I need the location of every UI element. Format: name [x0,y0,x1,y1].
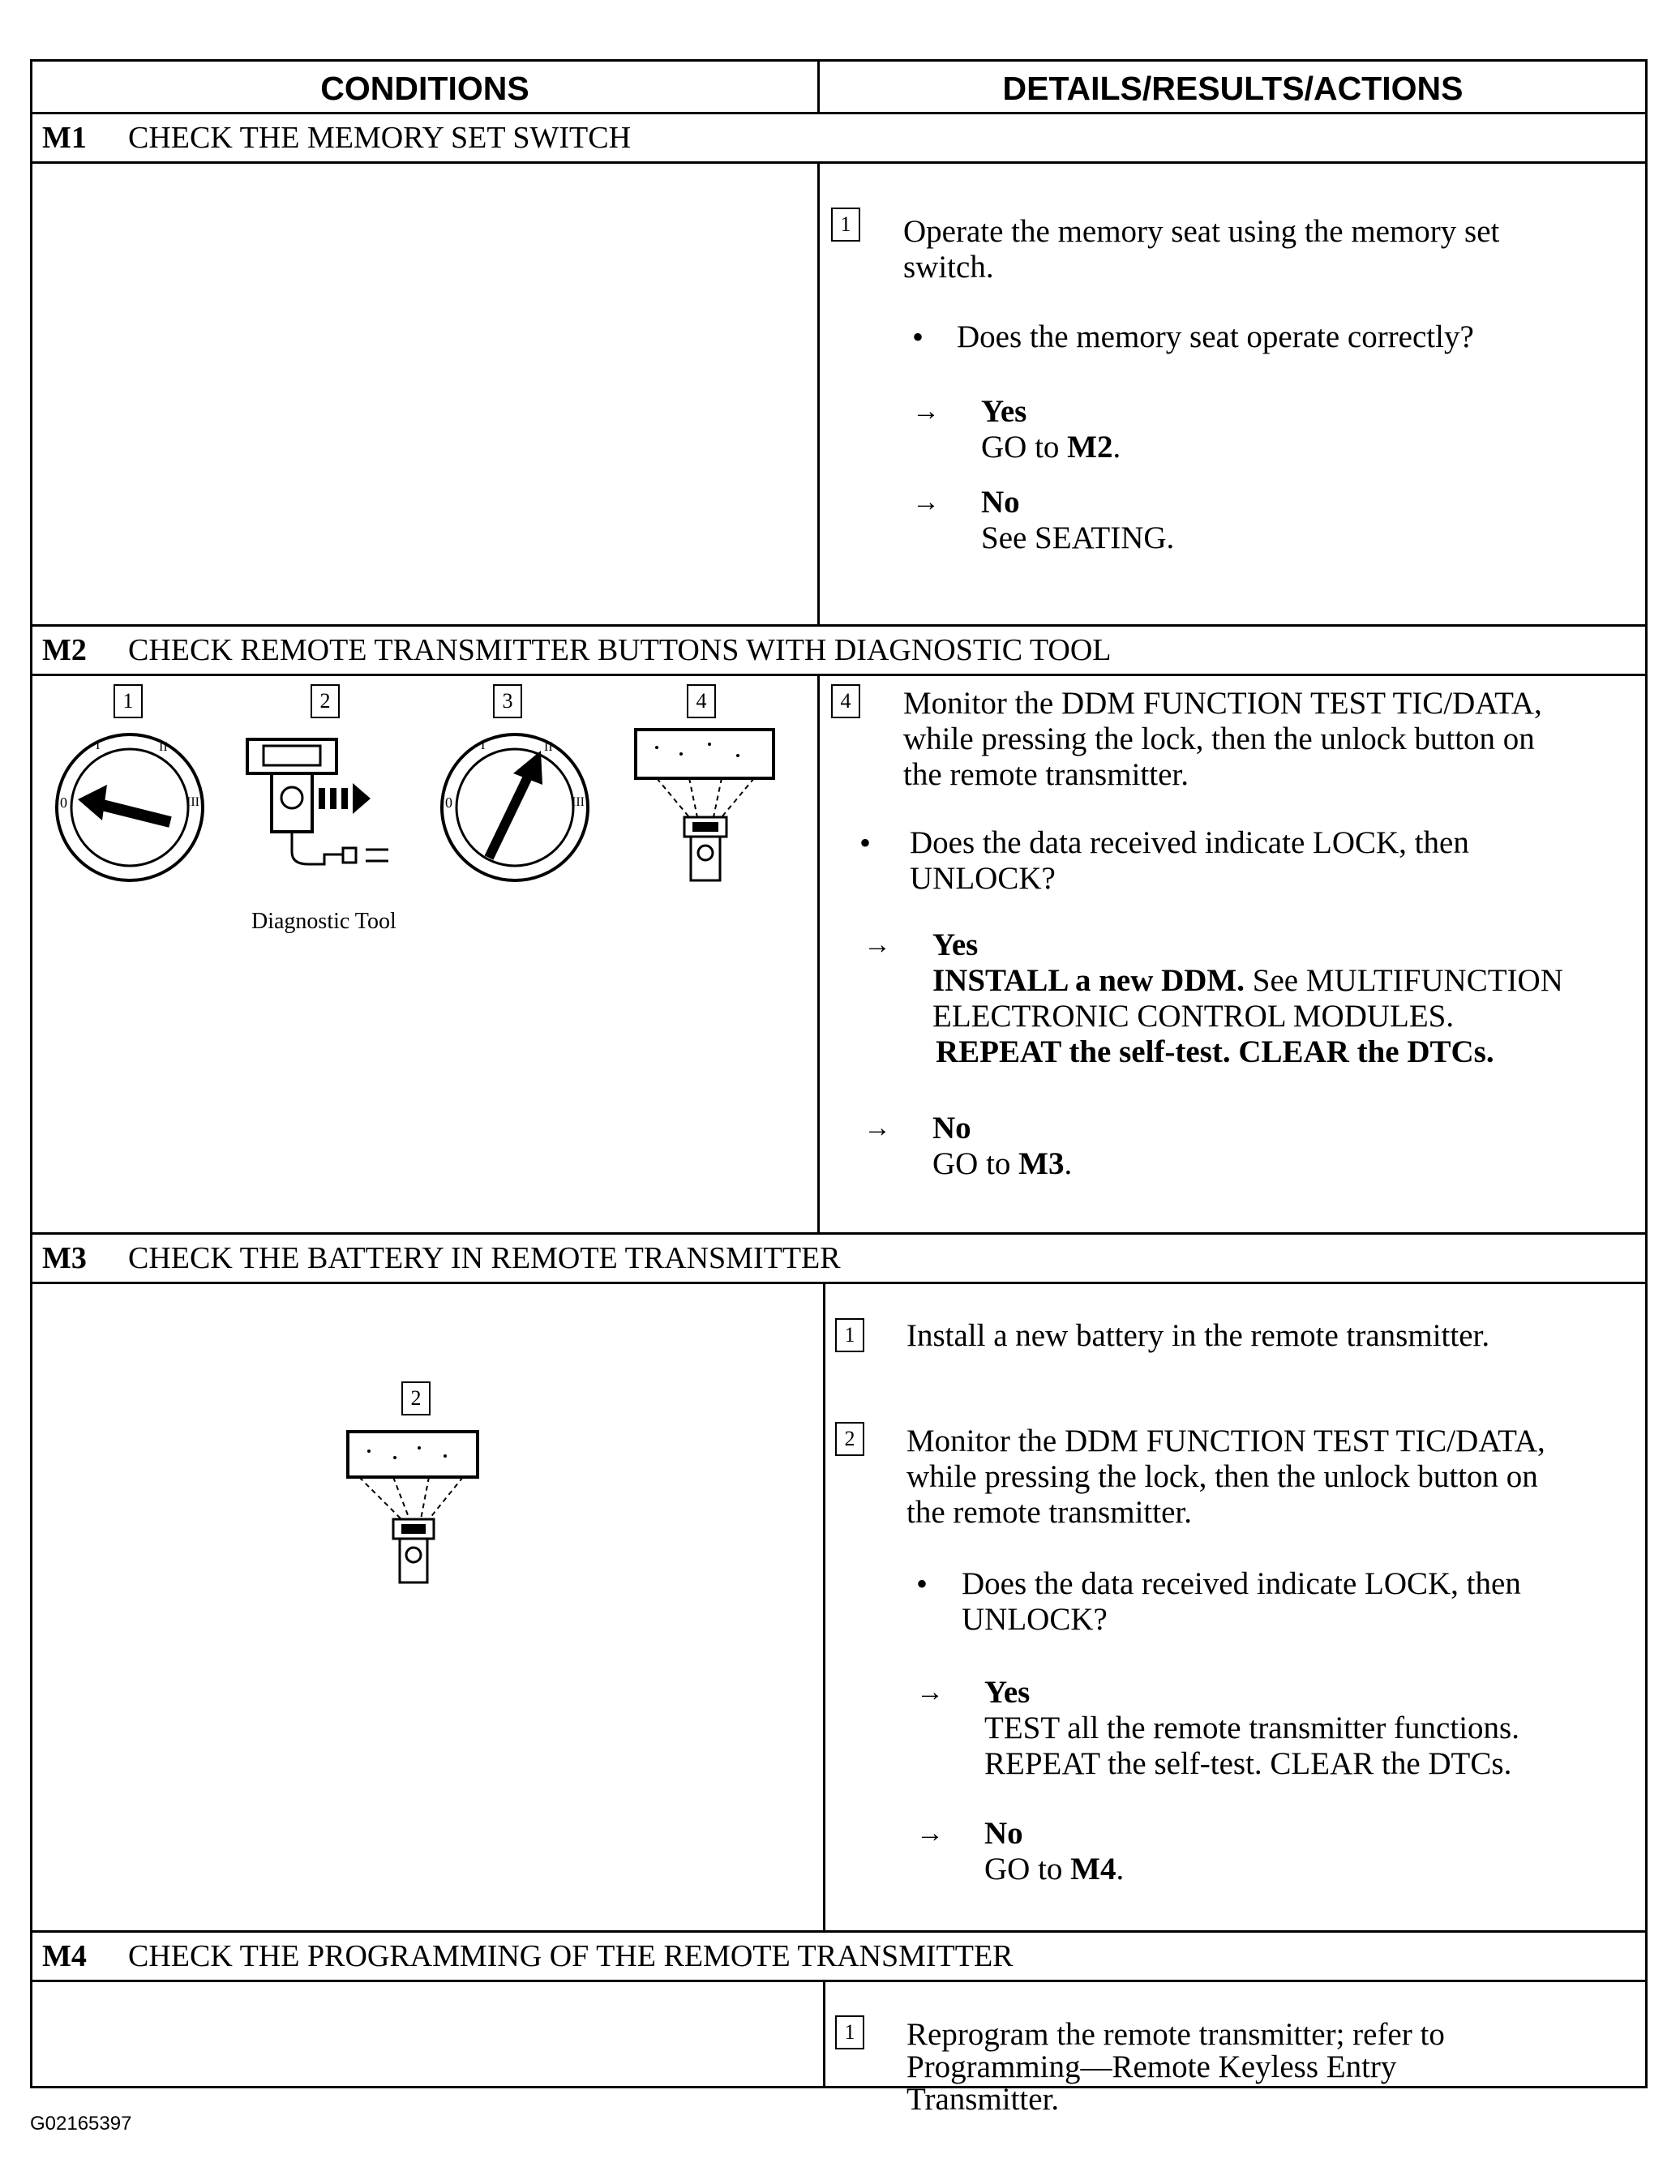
yes-action: TEST all the remote transmitter functions. [984,1711,1519,1745]
no-action: GO to M3. [932,1146,1073,1181]
figure-id: G02165397 [30,2113,132,2135]
step-text: Monitor the DDM FUNCTION TEST TIC/DATA, [903,686,1542,721]
svg-text:I: I [96,739,101,752]
question-text: UNLOCK? [910,861,1056,896]
svg-text:II: II [544,740,553,754]
svg-text:III: III [186,795,199,809]
step-text: Reprogram the remote transmitter; refer to [906,2017,1445,2052]
question-text: UNLOCK? [962,1602,1108,1637]
bullet: • [859,824,872,861]
step-text: Monitor the DDM FUNCTION TEST TIC/DATA, [906,1424,1545,1458]
step-number-box: 2 [835,1422,864,1456]
step-number-box: 1 [835,1318,864,1352]
figure-label: 1 [114,684,143,718]
figure-label: 3 [493,684,522,718]
section-m3-title [32,1235,1646,1282]
question-text: Does the data received indicate LOCK, then [962,1566,1521,1601]
arrow-icon: → [912,396,940,426]
section-code: M4 [42,1939,87,1973]
step-text: Install a new battery in the remote transmitter. [906,1318,1490,1353]
figure-label: 2 [311,684,340,718]
svg-text:II: II [159,740,168,754]
diagnostic-tool-icon [239,734,401,872]
step-text: switch. [903,250,994,285]
column-divider [823,1982,825,2088]
figure-caption: Diagnostic Tool [251,909,396,934]
step-text: Operate the memory seat using the memory set [903,214,1500,249]
arrow-icon: → [912,487,940,517]
no-label: No [984,1816,1023,1851]
section-code: M3 [42,1241,87,1275]
section-title: CHECK REMOTE TRANSMITTER BUTTONS WITH DIAGNOSTIC TOOL [128,633,1112,667]
section-title: CHECK THE MEMORY SET SWITCH [128,121,632,155]
column-divider [817,164,820,624]
ignition-switch-off-icon [49,726,211,889]
yes-action: GO to M2. [981,430,1121,465]
no-action: See SEATING. [981,520,1175,555]
section-code: M2 [42,633,87,667]
section-title: CHECK THE BATTERY IN REMOTE TRANSMITTER [128,1241,841,1275]
section-m4-title [32,1933,1646,1980]
yes-action: REPEAT the self-test. CLEAR the DTCs. [984,1746,1512,1781]
section-m1-title [32,114,1646,161]
question-text: Does the memory seat operate correctly? [957,319,1474,354]
details-header: DETAILS/RESULTS/ACTIONS [1002,70,1464,107]
step-text: the remote transmitter. [903,757,1189,792]
step-number-box: 1 [835,2015,864,2049]
arrow-icon: → [916,1818,944,1848]
bullet: • [916,1565,928,1602]
svg-text:I: I [481,739,486,752]
step-text: while pressing the lock, then the unlock button on [903,722,1535,756]
rule [32,1282,1646,1284]
figure-label: 2 [401,1381,431,1415]
yes-label: Yes [932,927,979,962]
column-divider [817,676,820,1232]
column-divider [823,1284,825,1930]
step-number-box: 1 [831,208,860,242]
rule [32,1980,1646,1982]
no-action: GO to M4. [984,1852,1125,1886]
remote-transmitter-display-icon [345,1428,499,1623]
svg-text:III: III [572,795,585,809]
section-code: M1 [42,121,87,155]
ignition-switch-run-icon [434,726,596,889]
arrow-icon: → [916,1677,944,1707]
section-title: CHECK THE PROGRAMMING OF THE REMOTE TRANSMITTER [128,1939,1014,1973]
rule [32,161,1646,164]
yes-action: INSTALL a new DDM. See MULTIFUNCTION [932,963,1563,998]
step-text: Programming—Remote Keyless Entry [906,2049,1397,2084]
bullet: • [912,319,924,355]
remote-transmitter-display-icon [632,726,786,921]
svg-text:0: 0 [60,794,67,811]
step-text: Transmitter. [906,2082,1060,2117]
step-text: the remote transmitter. [906,1495,1192,1530]
arrow-icon: → [864,930,891,960]
no-label: No [981,485,1020,520]
step-number-box: 4 [831,684,860,718]
yes-label: Yes [981,394,1027,429]
section-m2-title [32,627,1646,674]
question-text: Does the data received indicate LOCK, then [910,825,1469,860]
figure-label: 4 [687,684,716,718]
svg-text:0: 0 [445,794,452,811]
yes-action: REPEAT the self-test. CLEAR the DTCs. [936,1034,1494,1069]
procedure-table [30,59,1648,2117]
yes-label: Yes [984,1675,1031,1710]
yes-action: ELECTRONIC CONTROL MODULES. [932,999,1455,1034]
rule [32,674,1646,676]
conditions-header: CONDITIONS [320,70,529,107]
header-divider [817,62,820,112]
no-label: No [932,1111,971,1146]
step-text: while pressing the lock, then the unlock button on [906,1459,1538,1494]
arrow-icon: → [864,1113,891,1143]
